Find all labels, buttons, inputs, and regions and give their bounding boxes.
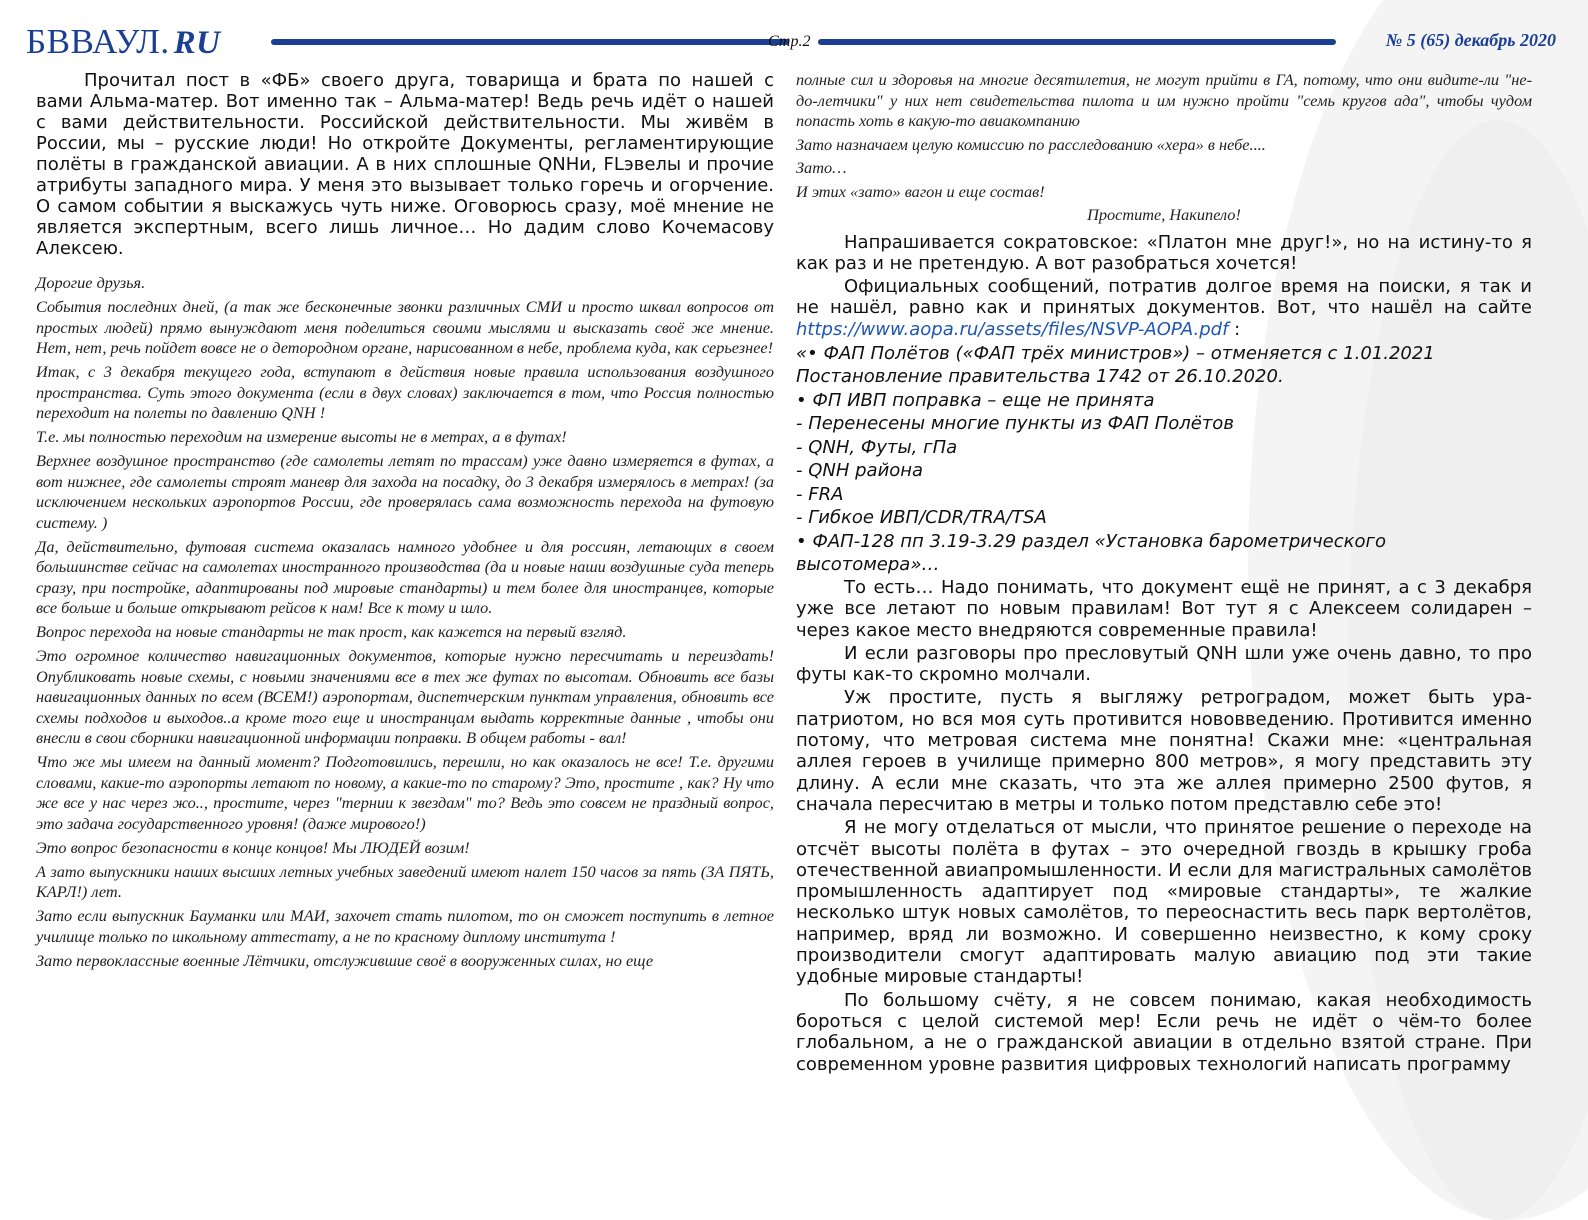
body-paragraph: И если разговоры про пресловутый QNH шли уже очень давно, то про футы как-то скромно молчали. xyxy=(796,642,1532,686)
brand-ru: RU xyxy=(173,25,221,61)
page-number: Стр.2 xyxy=(768,33,811,50)
list-item: - QNH, Футы, гПа xyxy=(796,436,958,458)
quoted-letter-continued xyxy=(796,70,1532,226)
header-rule-left xyxy=(271,39,789,45)
letter-paragraph: А зато выпускники наших высших летных учебных заведений имеют налет 150 часов за пять (ЗА ПЯТЬ, КАРЛ!) лет. xyxy=(36,861,774,901)
intro-paragraph: Прочитал пост в «ФБ» своего друга, товарища и брата по нашей с вами Альма-матер. Вот именно так – Альма-матер! Ведь речь идёт о нашей с вами действительности. Российской действительности. Мы живём в России, мы – русские люди! Но откройте Документы, регламентирующие полёты в гражданской авиации. А в них сплошные QNHи, FLэвелы и прочие атрибуты западного мира. У меня это вызывает только горечь и огорчение. О самом событии я выскажусь чуть ниже. Оговорюсь сразу, моё мнение не является экспертным, всего лишь личное… Но дадим слово Кочемасову Алексею. xyxy=(36,70,774,259)
letter-paragraph: Зато если выпускник Бауманки или МАИ, захочет стать пилотом, то он сможет поступить в летное училище только по школьному аттестату, а не по красному диплому института ! xyxy=(36,906,774,946)
body-paragraph: Напрашивается сократовское: «Платон мне друг!», но на истину-то я как раз и не претендую. А вот разобраться хочется! xyxy=(796,231,1532,274)
list-item: - Перенесены многие пункты из ФАП Полётов xyxy=(796,413,1234,435)
header-rule-right xyxy=(818,39,1336,45)
letter-paragraph: Это вопрос безопасности в конце концов! Мы ЛЮДЕЙ возим! xyxy=(36,837,470,857)
letter-paragraph: Т.е. мы полностью переходим на измерение высоты не в метрах, а в футах! xyxy=(36,427,567,446)
letter-paragraph: События последних дней, (а так же бесконечные звонки различных СМИ и просто шквал вопросов от простых людей) прямо вынуждают меня поделиться своими мыслями и высказать своё же мнение. Нет, нет, речь пойдет вовсе не о детородном органе, нарисованном в небе, проблема куда, как серьезнее! xyxy=(36,297,774,357)
source-link[interactable]: https://www.aopa.ru/assets/files/NSVP-AOPA.pdf xyxy=(796,318,1229,340)
link-tail: : xyxy=(1228,318,1241,340)
list-item: • ФП ИВП поправка – еще не принята xyxy=(796,389,1155,411)
body-paragraph-with-link xyxy=(796,276,1532,340)
list-item: • ФАП-128 пп 3.19-3.29 раздел «Установка барометрического высотомера»… xyxy=(796,530,1386,576)
masthead xyxy=(26,22,1566,66)
letter-paragraph: Вопрос перехода на новые стандарты не так прост, как кажется на первый взгляд. xyxy=(36,622,627,641)
list-item: «• ФАП Полётов («ФАП трёх министров») – отменяется с 1.01.2021 Постановление правительства 1742 от 26.10.2020. xyxy=(796,342,1435,388)
list-item: - Гибкое ИВП/CDR/TRA/TSA xyxy=(796,507,1047,529)
quoted-letter xyxy=(36,273,774,971)
letter-paragraph: Зато… xyxy=(796,158,847,177)
letter-paragraph: Итак, с 3 декабря текущего года, вступают в действия новые правила использования воздушного пространства. Суть этого документа (если в двух словах) заключается в том, что Россия полностью переходит на полеты по давлению QNH ! xyxy=(36,362,774,422)
body-paragraph: Я не могу отделаться от мысли, что принятое решение о переходе на отсчёт высоты полёта в футах – это очередной гвоздь в крышку гроба отечественной авиапромышленности. И если для магистральных самолётов промышленность адаптирует под «мировые стандарты», те жалкие несколько штук новых самолётов, то переоснастить весь парк вертолётов, например, вряд ли возможно. И совершенно неизвестно, к кому сроку производители смогут адаптировать малую авиацию под эти такие удобные мировые стандарты! xyxy=(796,817,1532,988)
issue-number: № 5 (65) декабрь 2020 xyxy=(1385,30,1556,50)
letter-paragraph: Да, действительно, футовая система оказалась намного удобнее и для россиян, летающих в своем большинстве сейчас на самолетах иностранного производства (да и новые наши воздушные суда теперь сразу, при постройке, адаптированы под мировые стандарты) и тем более для иностранцев, которые все больше и больше открывают рейсов к нам! Все к тому и шло. xyxy=(36,536,774,617)
letter-paragraph: Дорогие друзья. xyxy=(36,273,146,292)
body-paragraph: Уж простите, пусть я выгляжу ретроградом, может быть ура-патриотом, но вся моя суть противится нововведению. Противится именно потому, что метровая система мне понятна! Скажи мне: «центральная аллея героев в училище примерно 800 метров», я могу представить эту длину. А если мне сказать, что эта же аллея примерно 2500 футов, я сначала пересчитаю в метры и только потом представлю себе это! xyxy=(796,687,1532,815)
letter-paragraph: Зато первоклассные военные Лётчики, отслужившие своё в вооруженных силах, но еще xyxy=(36,950,654,970)
list-item: - FRA xyxy=(796,483,844,505)
article-body xyxy=(796,232,1532,1075)
body-paragraph: По большому счёту, я не совсем понимаю, какая необходимость бороться с целой системой мер! Если речь не идёт о чём-то более глобальном, а не о гражданской авиации в отдельно взятой стране. При современном уровне развития цифровых технологий написать программу xyxy=(796,989,1532,1075)
letter-paragraph: Что же мы имеем на данный момент? Подготовились, перешли, но как оказалось не все! Т.е. другими словами, какие-то аэропорты летают по новому, а какие-то по старому? Это, простите , как? Ну что же все у нас через жо.., простите, через "тернии к звездам" то? Ведь это совсем не праздный вопрос, это задача государственного уровня! (даже мирового!) xyxy=(36,752,774,833)
letter-signoff: Простите, Накипело! xyxy=(1087,205,1241,224)
letter-paragraph: Верхнее воздушное пространство (где самолеты летят по трассам) уже давно измеряется в футах, а вот нижнее, где самолеты строят маневр для захода на посадку, до 3 декабря измерялось в метрах! (за исключением нескольких аэропортов России, где проверялась сама возможность перехода на футовую систему. ) xyxy=(36,451,774,532)
letter-paragraph: Зато назначаем целую комиссию по расследованию «хера» в небе.... xyxy=(796,134,1266,154)
body-text: Официальных сообщений, потратив долгое время на поиски, я так и не нашёл, равно как и принятых документов. Вот, что нашёл на сайте xyxy=(796,276,1532,319)
letter-paragraph: полные сил и здоровья на многие десятилетия, не могут прийти в ГА, потому, что они видите-ли "не-до-летчики" у них нет свидетельства пилота и им нужно пройти "семь кругов ада", чтобы чудом попасть хоть в какую-то авиакомпанию xyxy=(796,70,1532,130)
intro-section xyxy=(36,70,774,259)
regulation-list xyxy=(796,342,1532,577)
left-column xyxy=(36,70,774,975)
letter-paragraph: Это огромное количество навигационных документов, которые нужно пересчитать и переиздать! Опубликовать новые схемы, с новыми значениями все в тех же футах по высотам. Обновить все базы навигационных данных по всем (ВСЕМ!) аэропортам, диспетчерским пунктам управления, обновить все схемы подходов и выходов..а кроме того еще и иностранцам выдать корректные данные , чтобы они внесли в свои сборники навигационной информации поправки. В общем работы - вал! xyxy=(36,646,774,747)
brand-main: БВВАУЛ. xyxy=(26,22,170,61)
brand-logo xyxy=(26,22,220,62)
list-item: - QNH района xyxy=(796,460,924,482)
right-column xyxy=(796,70,1532,1077)
body-paragraph: То есть… Надо понимать, что документ ещё не принят, а с 3 декабря уже все летают по новым правилам! Вот тут я с Алексеем солидарен – через какое место внедряются современные правила! xyxy=(796,576,1532,641)
letter-paragraph: И этих «зато» вагон и еще состав! xyxy=(796,181,1045,201)
